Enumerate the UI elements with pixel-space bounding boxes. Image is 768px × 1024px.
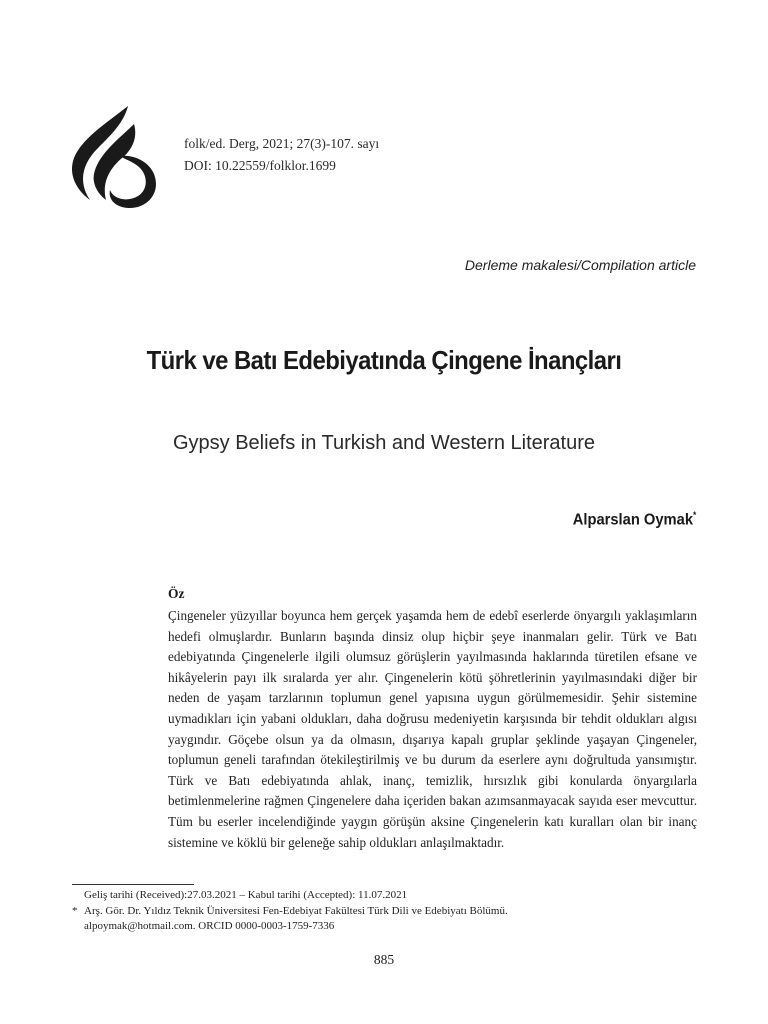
author-name: Alparslan Oymak [572, 511, 693, 529]
abstract-text: Çingeneler yüzyıllar boyunca hem gerçek yaşamda hem de edebî eserlerde önyargılı yaklaşımların hedefi olmuşlardır. Bunların başında dinsiz olup hiçbir şeye inanmaları gelir. Türk ve Batı edebiyatında Çingenelerle ilgili olumsuz görüşlerin yayılmasında haklarında türetilen efsane ve hikâyelerin payı ilk sıralarda yer alır. Çingenelerin kötü şöhretlerinin yayılmasındaki diğer bir neden de yaşam tarzlarının toplumun genel yapısına uygun görülmemesidir. Şehir sistemine uymadıkları için yabani oldukları, daha doğrusu medeniyetin karşısında bir tehdit oldukları algısı yaygındır. Göçebe olsun ya da olmasın, dışarıya kapalı gruplar şeklinde yaşayan Çingeneler, toplumun geneli tarafından ötekileştirilmiş ve bu durum da eserlere aynı doğrultuda yansımıştır. Türk ve Batı edebiyatında ahlak, inanç, temizlik, hırsızlık gibi konularda önyargılarla betimlenmelerine rağmen Çingenelere daha içeriden bakan azımsanmayacak sayıda eser mevcuttur. Tüm bu eserler incelendiğinde yaygın görüşün aksine Çingenelerin katı kuralları olan bir inanç sistemine ve köklü bir geleneğe sahip oldukları anlaşılmaktadır. [168, 608, 697, 850]
footnote-divider [72, 884, 194, 885]
footnote-affiliation: Arş. Gör. Dr. Yıldız Teknik Üniversitesi Fen-Edebiyat Fakültesi Türk Dili ve Edebiyatı Bölümü. [84, 904, 508, 917]
journal-logo-icon [68, 104, 160, 208]
article-title: Türk ve Batı Edebiyatında Çingene İnançları [146, 345, 622, 375]
abstract-heading: Öz [168, 586, 185, 601]
article-type: Derleme makalesi/Compilation article [464, 257, 696, 273]
page-number: 885 [373, 952, 395, 967]
journal-citation: folk/ed. Derg, 2021; 27(3)-107. sayı [184, 136, 380, 151]
article-subtitle: Gypsy Beliefs in Turkish and Western Literature [172, 432, 596, 454]
author-line [572, 510, 696, 529]
author-footnote-marker: * [692, 510, 696, 520]
footnote-contact: alpoymak@hotmail.com. ORCID 0000-0003-1759-7336 [84, 920, 335, 932]
footnote-marker: * [72, 904, 78, 917]
journal-info [184, 133, 379, 177]
footnotes [72, 888, 508, 935]
footnote-dates: Geliş tarihi (Received):27.03.2021 – Kabul tarihi (Accepted): 11.07.2021 [84, 889, 408, 901]
journal-doi: DOI: 10.22559/folklor.1699 [184, 158, 336, 173]
footnote-author [72, 904, 508, 920]
